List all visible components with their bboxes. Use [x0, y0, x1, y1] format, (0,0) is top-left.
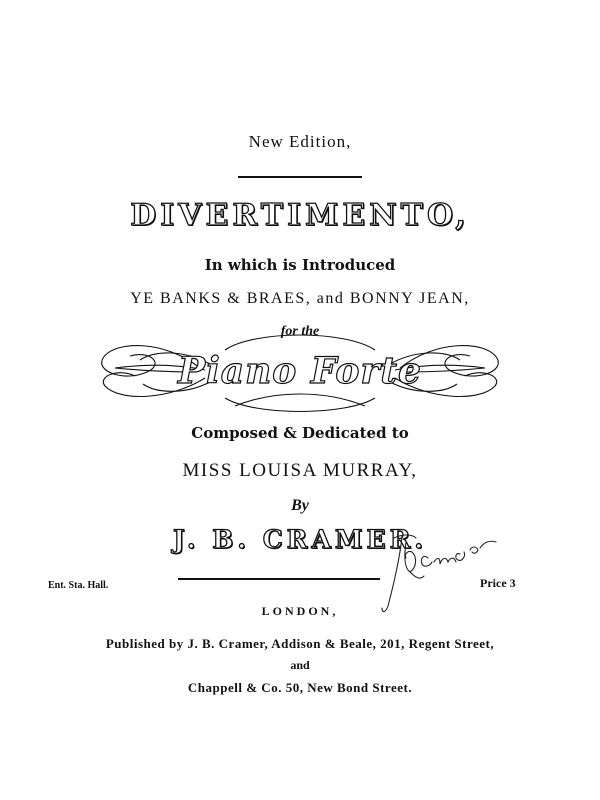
dedicatee-name: MISS LOUISA MURRAY, [182, 460, 418, 481]
city-label: LONDON, [261, 604, 339, 618]
bottom-rule [178, 578, 380, 580]
intro-line: In which is Introduced [204, 256, 396, 274]
composer-name: J. B. CRAMER. [172, 525, 428, 554]
edition-label: New Edition, [248, 132, 352, 151]
entered-note: Ent. Sta. Hall. [48, 580, 109, 591]
for-the-label: for the [280, 324, 320, 339]
composed-line: Composed & Dedicated to [191, 424, 409, 442]
edition-underline [238, 176, 362, 178]
price-label: Price 3 [480, 576, 516, 590]
songs-line: YE BANKS & BRAES, and BONNY JEAN, [130, 290, 470, 307]
main-title: DIVERTIMENTO, [130, 198, 470, 233]
by-label: By [291, 497, 309, 514]
instrument-title: Piano Forte [178, 350, 422, 392]
publisher-line: Published by J. B. Cramer, Addison & Beale, 201, Regent Street, [105, 636, 495, 651]
second-publisher-line: Chappell & Co. 50, New Bond Street. [187, 680, 413, 695]
and-label: and [290, 658, 310, 672]
